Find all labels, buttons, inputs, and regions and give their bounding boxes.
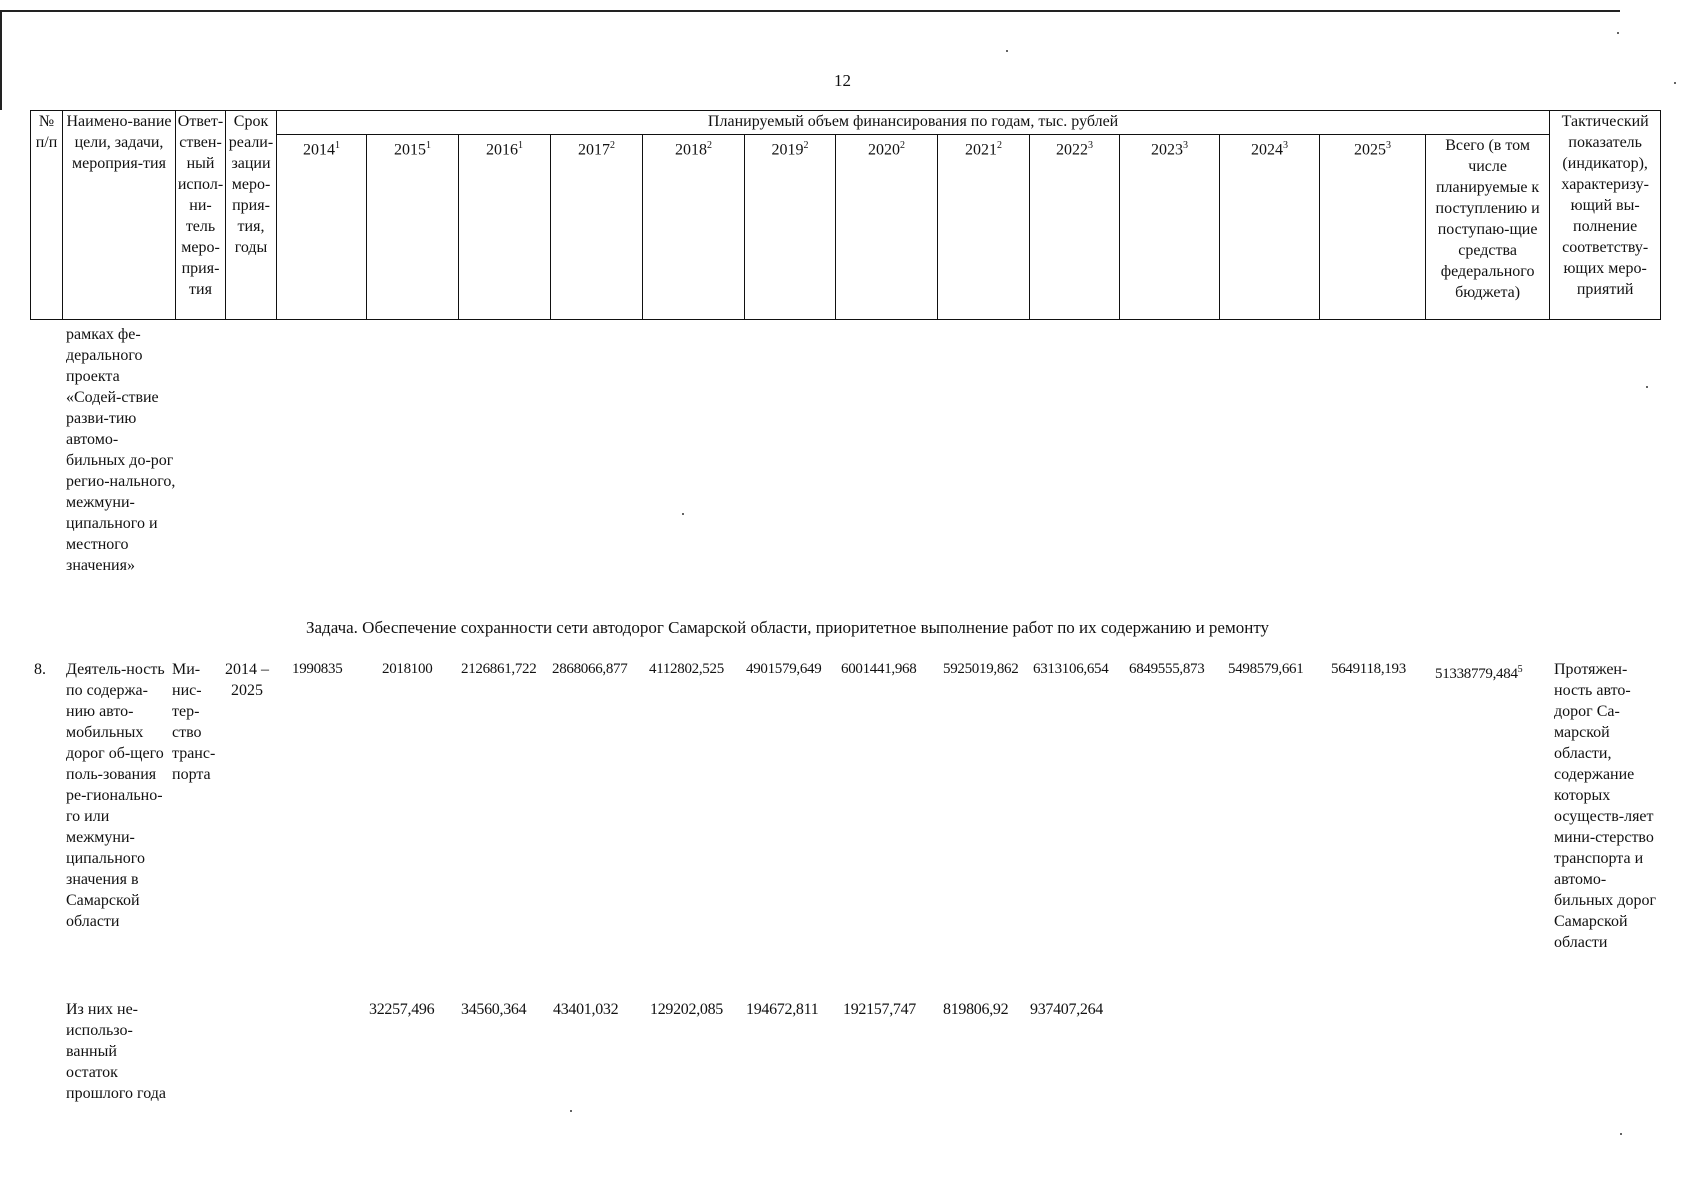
value-2021: 5925019,862 (943, 661, 1019, 677)
row-name: Деятель-ность по содержа-нию авто-мобильных дорог об-щего поль-зования ре-гионально-го или межмуни-ципального значения в Самарской области (66, 661, 165, 930)
header-year: 2020$^2$ (836, 135, 938, 320)
value-2015: 2018100 (382, 661, 433, 677)
header-col-indicator: Тактический показатель (индикатор), характеризу-ющий вы-полнение соответству-ющих меро-приятий (1550, 111, 1661, 320)
sub-value-2020: 192157,747 (843, 1001, 917, 1018)
sub-value-2021: 819806,92 (943, 1001, 1009, 1018)
header-col-period: Срок реали-зации меро-прия-тия, годы (226, 111, 277, 320)
header-col-total: Всего (в том числе планируемые к поступлению и поступаю-щие средства федерального бюджета) (1426, 135, 1550, 320)
value-2017: 2868066,877 (552, 661, 628, 677)
header-year: 2022$^3$ (1030, 135, 1120, 320)
sub-row-name: Из них не-использо-ванный остаток прошлого года (66, 1001, 166, 1102)
table-header (30, 110, 1661, 320)
value-2020: 6001441,968 (841, 661, 917, 677)
scan-speck (1006, 50, 1008, 52)
scan-speck (1617, 32, 1619, 34)
scan-border-top (0, 10, 1620, 12)
value-2016: 2126861,722 (461, 661, 537, 677)
value-2018: 4112802,525 (649, 661, 724, 677)
value-2019: 4901579,649 (746, 661, 822, 677)
sub-value-2016: 34560,364 (461, 1001, 527, 1018)
continued-text: рамках фе-дерального проекта «Содей-ствие разви-тию автомо-бильных до-рог регио-нального, межмуни-ципального и местного значения» (66, 326, 176, 574)
value-2023: 6849555,873 (1129, 661, 1205, 677)
scan-speck (1674, 82, 1676, 84)
task-title: Задача. Обеспечение сохранности сети автодорог Самарской области, приоритетное выполнение работ по их содержанию и ремонту (306, 618, 1270, 637)
header-col-responsible: Ответ-ствен-ный испол-ни-тель меро-прия-тия (176, 111, 226, 320)
header-year: 2024$^3$ (1220, 135, 1320, 320)
header-col-name: Наимено-вание цели, задачи, мероприя-тия (63, 111, 176, 320)
sub-value-2019: 194672,811 (746, 1001, 819, 1018)
sub-value-2022: 937407,264 (1030, 1001, 1104, 1018)
header-year: 2014$^1$ (277, 135, 367, 320)
header-year: 2021$^2$ (938, 135, 1030, 320)
header-year: 2025$^3$ (1320, 135, 1426, 320)
row-period: 2014 – 2025 (225, 661, 269, 699)
page-number: 12 (834, 71, 851, 90)
header-funding-group: Планируемый объем финансирования по годам, тыс. рублей (277, 111, 1550, 135)
scan-speck (682, 513, 684, 515)
header-year: 2015$^1$ (367, 135, 459, 320)
header-year: 2018$^2$ (643, 135, 745, 320)
value-total: 51338779,484$^5$ (1435, 664, 1523, 682)
header-year: 2016$^1$ (459, 135, 551, 320)
scan-speck (1646, 386, 1648, 388)
sub-value-2015: 32257,496 (369, 1001, 435, 1018)
sub-value-2018: 129202,085 (650, 1001, 724, 1018)
header-year: 2019$^2$ (745, 135, 836, 320)
scan-border-left (0, 10, 2, 110)
scan-speck (570, 1110, 572, 1112)
header-year: 2023$^3$ (1120, 135, 1220, 320)
header-year: 2017$^2$ (551, 135, 643, 320)
value-2024: 5498579,661 (1228, 661, 1304, 677)
value-2025: 5649118,193 (1331, 661, 1406, 677)
row-number: 8. (34, 661, 46, 678)
scan-speck (1620, 1133, 1622, 1135)
row-responsible: Ми-нис-тер-ство транс-порта (172, 661, 216, 783)
sub-value-2017: 43401,032 (553, 1001, 619, 1018)
value-2022: 6313106,654 (1033, 661, 1109, 677)
value-2014: 1990835 (292, 661, 343, 677)
header-col-no: № п/п (31, 111, 63, 320)
row-indicator: Протяжен-ность авто-дорог Са-марской области, содержание которых осуществ-ляет мини-стерство транспорта и автомо-бильных дорог Самарской области (1554, 661, 1656, 951)
